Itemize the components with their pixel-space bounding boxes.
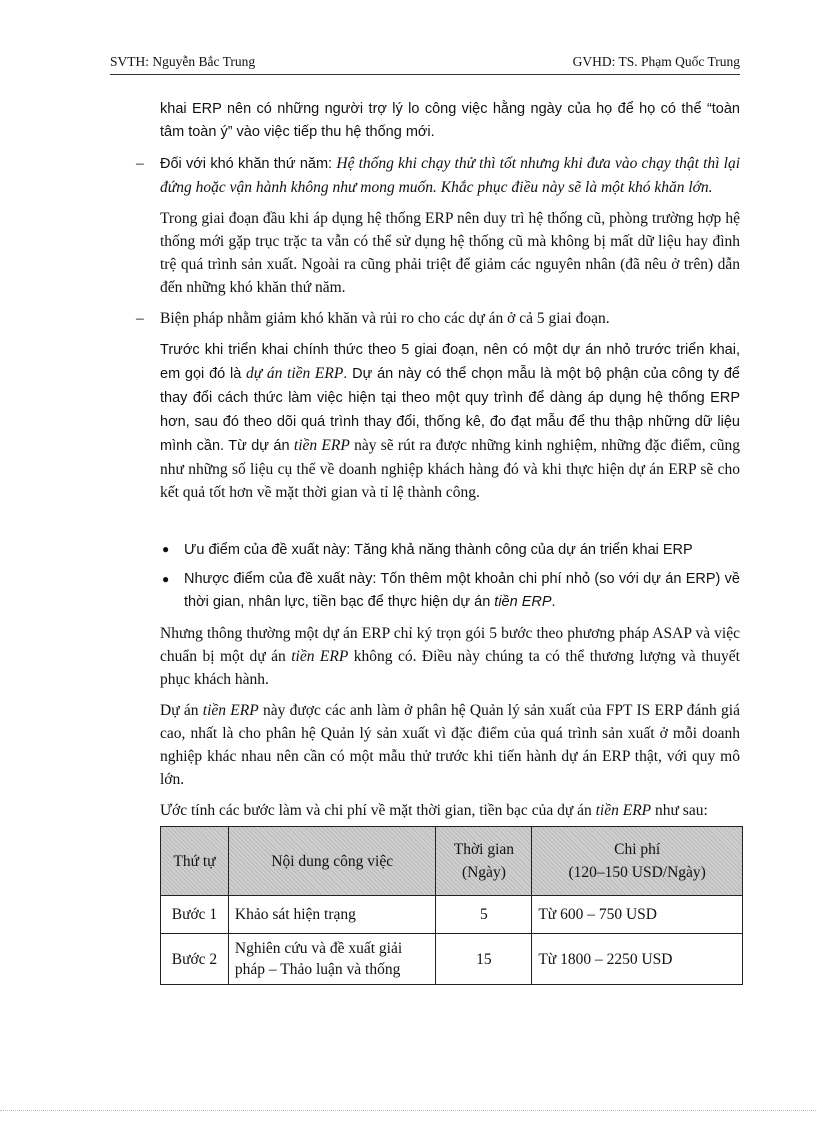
risk-measures-body: Trước khi triển khai chính thức theo 5 giai đoạn, nên có một dự án nhỏ trước triển khai, em gọi đó là dự án tiền ERP. Dự án này có thể chọn mẫu là một bộ phận của công ty để thay đổi cách thức làm việc hiện tại theo một quy trình để dàng áp dụng hệ thống ERP hơn, sau đó theo dõi quá trình thay đổi, thống kê, đo đạt mẫu để thu thập những dữ liệu mình cần. Từ dự án tiền ERP này sẽ rút ra được những kinh nghiệm, những đặc điểm, cũng như những số liệu cụ thể về doanh nghiệp khách hàng đó và khi thực hiện dự án ERP sẽ cho kết quả tốt hơn về mặt thời gian và tỉ lệ thành công.: [160, 342, 740, 501]
paragraph-continuation: khai ERP nên có những người trợ lý lo công việc hằng ngày của họ để họ có thể “toàn tâm toàn ý” vào việc tiếp thu hệ thống mới.: [160, 101, 740, 140]
disadvantage-bullet: ● Nhược điểm của đề xuất này: Tốn thêm một khoản chi phí nhỏ (so với dự án ERP) về thời gian, nhân lực, tiền bạc để thực hiện dự án tiền ERP.: [160, 568, 740, 614]
header-cost: Chi phí (120–150 USD/Ngày): [532, 827, 743, 896]
table-row: [161, 896, 743, 934]
difficulty-5-intro: Đối với khó khăn thứ năm:: [160, 156, 337, 172]
list-item-difficulty-5: [136, 152, 740, 299]
paragraph-estimate: Ước tính các bước làm và chi phí về mặt thời gian, tiền bạc của dự án tiền ERP như sau:: [160, 802, 708, 819]
cell-cost: Từ 600 – 750 USD: [532, 896, 743, 934]
table-row: [161, 934, 743, 985]
header-days: Thời gian (Ngày): [436, 827, 532, 896]
cell-task: Nghiên cứu và đề xuất giải pháp – Thảo luận và thống: [228, 934, 436, 985]
paragraph-fpt: Dự án tiền ERP này được các anh làm ở phân hệ Quản lý sản xuất của FPT IS ERP đánh giá cao, nhất là cho phân hệ Quản lý sản xuất vì đặc điểm của quá trình sản xuất ở mỗi doanh nghiệp khác nhau nên cần có một mẫu thử trước khi tiến hành dự án ERP thật, với quy mô lớn.: [160, 702, 740, 788]
table-header-row: [161, 827, 743, 896]
document-body: [136, 98, 740, 985]
cell-step: Bước 1: [161, 896, 229, 934]
header-step: Thứ tự: [161, 827, 229, 896]
cell-cost: Từ 1800 – 2250 USD: [532, 934, 743, 985]
difficulty-5-italic: Hệ thống khi chạy thử thì tốt nhưng khi đưa vào chạy thật thì lại đứng hoặc vận hành không như mong muốn. Khắc phục điều này sẽ là một khó khăn lớn.: [160, 155, 740, 196]
bullet-icon: ●: [162, 572, 170, 586]
risk-measures-heading: Biện pháp nhằm giảm khó khăn và rủi ro cho các dự án ở cả 5 giai đoạn.: [160, 310, 610, 327]
page-bottom-border: [0, 1110, 816, 1111]
dash-marker: –: [136, 155, 144, 172]
list-item-risk-measures: [136, 307, 740, 504]
cell-days: 15: [436, 934, 532, 985]
cell-step: Bước 2: [161, 934, 229, 985]
page-header: [110, 52, 740, 75]
supervisor-name: GVHD: TS. Phạm Quốc Trung: [572, 54, 740, 69]
bullet-icon: ●: [162, 542, 170, 556]
student-name: SVTH: Nguyễn Bắc Trung: [110, 54, 256, 69]
header-task: Nội dung công việc: [228, 827, 436, 896]
difficulty-5-body: Trong giai đoạn đầu khi áp dụng hệ thống ERP nên duy trì hệ thống cũ, phòng trường hợp hệ thống mới gặp trục trặc ta vẫn có thể sử dụng hệ thống cũ mà không bị mất dữ liệu hay đình trệ quá trình sản xuất. Ngoài ra cũng phải triệt để giảm các nguyên nhân (đã nêu ở trên) dẫn đến những khó khăn thứ năm.: [160, 210, 740, 296]
advantage-bullet: ● Ưu điểm của đề xuất này: Tăng khả năng thành công của dự án triển khai ERP: [160, 538, 740, 562]
cost-table: [160, 826, 743, 985]
difficulty-5-heading: [160, 152, 740, 199]
cell-task: Khảo sát hiện trạng: [228, 896, 436, 934]
cell-days: 5: [436, 896, 532, 934]
paragraph-normal-contract: Nhưng thông thường một dự án ERP chỉ ký trọn gói 5 bước theo phương pháp ASAP và việc chuẩn bị một dự án tiền ERP không có. Điều này chúng ta có thể thương lượng và thuyết phục khách hành.: [160, 625, 740, 688]
dash-marker: –: [136, 310, 144, 327]
